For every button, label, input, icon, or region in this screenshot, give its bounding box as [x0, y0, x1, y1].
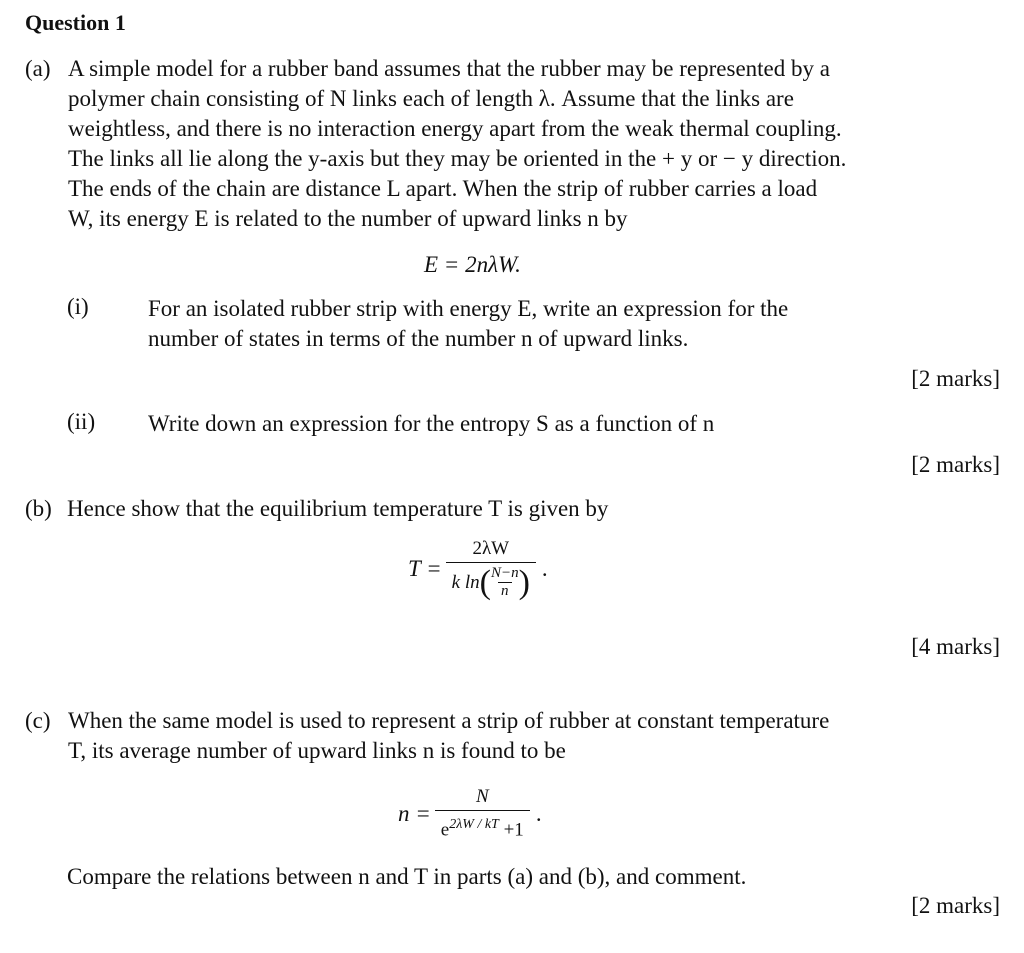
left-paren: ( [479, 563, 491, 601]
part-a-line: polymer chain consisting of N links each of length λ. Assume that the links are [68, 86, 794, 111]
part-a-label: (a) [25, 56, 51, 81]
t-eq-fraction [446, 538, 536, 600]
part-c-paragraph [68, 706, 829, 766]
energy-equation: E = 2nλW. [424, 252, 521, 277]
part-b-label: (b) [25, 496, 52, 521]
t-eq-inner-fraction [491, 565, 519, 600]
temperature-equation [408, 538, 548, 600]
t-eq-inner-num: N−n [490, 565, 519, 581]
n-eq-fraction [435, 786, 530, 841]
part-a-line: The links all lie along the y-axis but they may be oriented in the + y or − y direction. [68, 146, 847, 171]
n-eq-den-exponent: 2λW / kT [449, 817, 499, 832]
marks-b: [4 marks] [911, 634, 1000, 659]
right-paren: ) [518, 563, 530, 601]
part-b-text: Hence show that the equilibrium temperature T is given by [67, 496, 609, 521]
average-n-equation [398, 786, 542, 841]
sub-i-line: For an isolated rubber strip with energy E, write an expression for the [148, 296, 789, 321]
marks-a-ii: [2 marks] [911, 452, 1000, 477]
sub-i-text [148, 294, 788, 354]
question-title: Question 1 [25, 10, 126, 35]
n-eq-den-base: e [440, 819, 450, 841]
marks-c: [2 marks] [911, 893, 1000, 918]
part-a-paragraph [68, 54, 846, 234]
part-c-line: When the same model is used to represent a strip of rubber at constant temperature [68, 708, 830, 733]
part-a-line: weightless, and there is no interaction energy apart from the weak thermal coupling. [68, 116, 842, 141]
sub-ii-label: (ii) [67, 409, 96, 434]
t-eq-inner-den: n [498, 582, 512, 600]
n-eq-tail: . [535, 800, 542, 826]
marks-a-i: [2 marks] [911, 366, 1000, 391]
sub-i-line: number of states in terms of the number n of upward links. [148, 326, 689, 351]
sub-ii-text: Write down an expression for the entropy S as a function of n [148, 411, 715, 436]
part-a-line: The ends of the chain are distance L apart. When the strip of rubber carries a load [68, 176, 818, 201]
part-c-label: (c) [25, 708, 51, 733]
t-eq-tail: . [541, 556, 548, 581]
part-c-compare: Compare the relations between n and T in parts (a) and (b), and comment. [67, 864, 747, 889]
t-eq-den-prefix: k ln [451, 571, 480, 593]
sub-i-label: (i) [67, 294, 89, 319]
t-eq-denominator [446, 562, 536, 600]
n-eq-denominator [435, 810, 530, 841]
part-c-line: T, its average number of upward links n is found to be [68, 738, 566, 763]
n-eq-lhs: n = [398, 800, 431, 826]
t-eq-numerator: 2λW [472, 538, 510, 559]
part-a-line: A simple model for a rubber band assumes that the rubber may be represented by a [68, 56, 830, 81]
n-eq-den-tail: +1 [503, 819, 524, 841]
t-eq-lhs: T = [408, 556, 442, 581]
part-a-line: W, its energy E is related to the number of upward links n by [68, 206, 628, 231]
n-eq-numerator: N [475, 786, 489, 807]
